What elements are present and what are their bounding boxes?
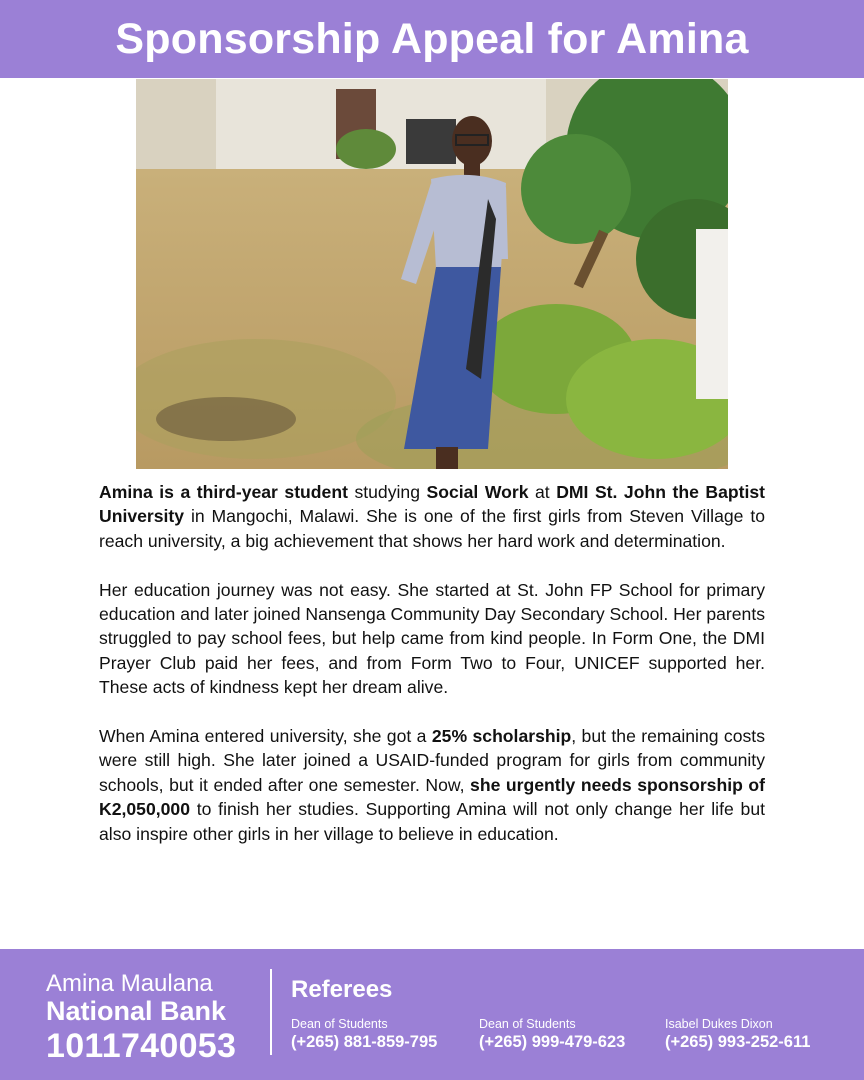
story-text-run: in Mangochi, Malawi. She is one of the first girls from Steven Village to reach university, a big achievement that shows her hard work and determination. (99, 506, 765, 551)
referee-role: Dean of Students (479, 1017, 576, 1031)
story-text-run: to finish her studies. Supporting Amina will not only change her life but also inspire other girls in her village to believe in education. (99, 799, 765, 844)
referees-title: Referees (291, 976, 393, 1003)
story-text-run: When Amina entered university, she got a (99, 726, 432, 747)
student-photo-illustration (136, 79, 728, 469)
referee-phone: (+265) 999-479-623 (479, 1033, 626, 1051)
story-text (99, 480, 765, 870)
bank-account (46, 971, 256, 1066)
page-title: Sponsorship Appeal for Amina (115, 14, 749, 63)
story-highlight: Amina is a third-year student (99, 482, 348, 502)
story-paragraph-2: Her education journey was not easy. She started at St. John FP School for primary education and later joined Nansenga Community Day Secondary School. Her parents struggled to pay school fees, but help came from kind people. In Form One, the DMI Prayer Club paid her fees, and from Form Two to Four, UNICEF supported her. These acts of kindness kept her dream alive. (99, 579, 766, 698)
student-photo (136, 79, 728, 469)
story-text-run: at (528, 482, 557, 502)
footer-banner (0, 949, 864, 1080)
story-paragraph-1 (99, 480, 765, 553)
header-banner (0, 0, 864, 78)
account-name: Amina Maulana (46, 970, 213, 997)
referee-role: Dean of Students (291, 1017, 388, 1031)
referee-2 (479, 1017, 625, 1053)
story-text-run: , but the remaining costs were still high. She later joined a USAID-funded program for girls from community schools, but it ended after one semester. Now, (99, 726, 765, 795)
referee-phone: (+265) 993-252-611 (665, 1033, 811, 1051)
story-highlight: DMI St. John the Baptist University (99, 482, 765, 527)
bank-name: National Bank (46, 996, 227, 1026)
referee-3 (665, 1017, 810, 1053)
footer-divider (270, 969, 272, 1055)
referee-phone: (+265) 881-859-795 (291, 1033, 438, 1051)
referee-1 (291, 1017, 437, 1053)
story-highlight: Social Work (426, 482, 529, 502)
story-text-run: studying (347, 482, 427, 502)
account-number: 1011740053 (46, 1027, 237, 1065)
story-paragraph-3 (99, 724, 765, 846)
story-highlight: she urgently needs sponsorship of K2,050,000 (99, 774, 765, 820)
story-highlight: 25% scholarship (431, 726, 572, 747)
referee-role: Isabel Dukes Dixon (665, 1017, 773, 1031)
